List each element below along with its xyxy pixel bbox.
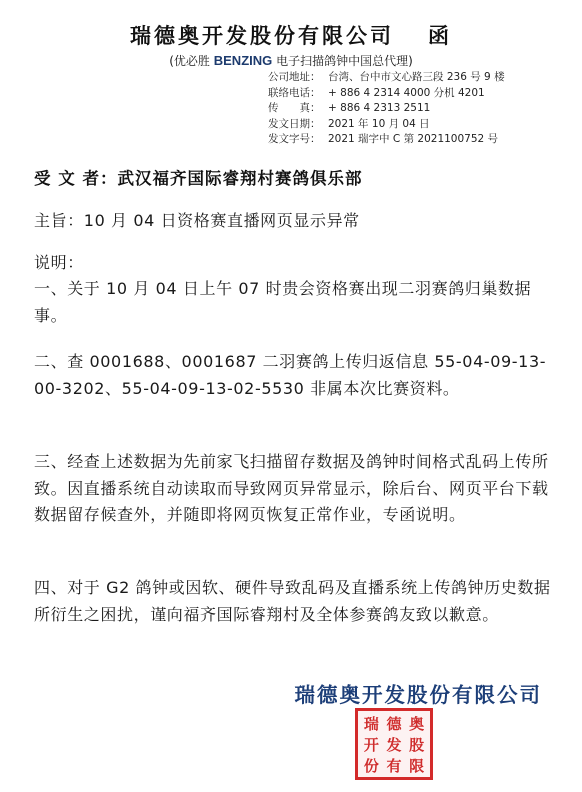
seal-char: 份 (363, 757, 379, 775)
seal-char: 瑞 (363, 715, 379, 733)
info-row-date (268, 117, 505, 133)
brand-name: BENZING (213, 53, 273, 68)
seal-char: 奥 (409, 715, 425, 733)
seal-char: 开 (363, 736, 379, 754)
subject-line: 主旨：10 月 04 日资格赛直播网页显示异常 (34, 211, 360, 230)
company-name: 瑞德奥开发股份有限公司 (130, 23, 394, 48)
info-label: 发文日期： (268, 117, 321, 130)
info-value: + 886 4 2314 4000 分机 4201 (328, 86, 485, 99)
info-value: 2021 瑞字中 C 第 2021100752 号 (328, 133, 499, 146)
letterhead-subtitle (0, 52, 582, 69)
info-row-fax (268, 101, 505, 117)
subtitle-suffix: 电子扫描鸽钟中国总代理) (272, 54, 413, 68)
info-label: 联络电话： (268, 86, 321, 99)
paragraph-3: 三、经查上述数据为先前家飞扫描留存数据及鸽钟时间格式乱码上传所致。因直播系统自动读取而导致网页异常显示，除后台、网页平台下载数据留存候查外，并随即将网页恢复正常作业，专函说明。 (34, 452, 549, 524)
subtitle-prefix: (优必胜 (169, 54, 214, 68)
info-row-phone (268, 86, 505, 102)
paragraph-1: 一、关于 10 月 04 日上午 07 时贵会资格赛出现二羽赛鸽归巢数据事。 (34, 279, 532, 325)
paragraph-2: 二、查 0001688、0001687 二羽赛鸽上传归返信息 55-04-09-13-00-3202、55-04-09-13-02-5530 非属本次比赛资料。 (34, 352, 547, 398)
info-row-address (268, 70, 505, 86)
company-seal-stamp (355, 708, 433, 780)
seal-char: 发 (386, 736, 402, 754)
signature-company: 瑞德奥开发股份有限公司 (294, 683, 542, 707)
explanation-label: 说明： (34, 253, 84, 272)
letterhead-title (0, 20, 582, 50)
info-value: + 886 4 2313 2511 (328, 102, 431, 115)
seal-char: 德 (386, 715, 402, 733)
contact-info-block (268, 70, 505, 148)
info-label: 发文字号： (268, 133, 321, 146)
info-label: 公司地址： (268, 71, 321, 83)
seal-char: 有 (386, 757, 402, 775)
seal-char: 限 (409, 757, 425, 775)
seal-char: 股 (409, 736, 425, 754)
info-row-ref (268, 132, 505, 148)
recipient-line: 受 文 者：武汉福齐国际睿翔村赛鸽俱乐部 (34, 169, 363, 188)
document-type: 函 (428, 23, 452, 48)
info-value: 2021 年 10 月 04 日 (328, 117, 430, 130)
paragraph-4: 四、对于 G2 鸽钟或因软、硬件导致乱码及直播系统上传鸽钟历史数据所衍生之困扰，谨向福齐国际睿翔村及全体参赛鸽友致以歉意。 (34, 578, 551, 624)
info-label: 传 真： (268, 102, 321, 115)
info-value: 台湾、台中市文心路三段 236 号 9 楼 (328, 71, 505, 83)
